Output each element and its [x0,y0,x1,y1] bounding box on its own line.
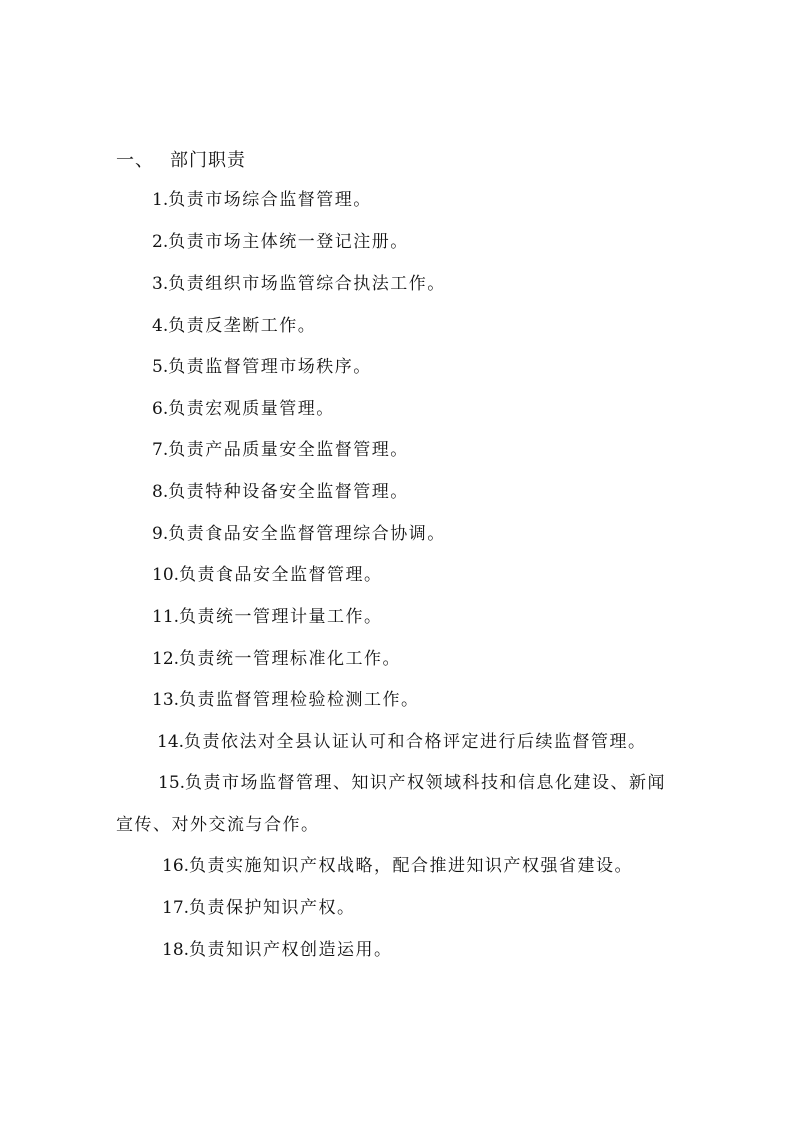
list-item [152,397,335,421]
item-text: 宣传、对外交流与合作。 [116,815,320,835]
list-item [152,438,409,462]
item-number: 7. [152,440,169,460]
list-item [152,188,372,212]
list-item [152,230,409,254]
item-number: 6. [152,399,169,419]
item-text: 负责市场监督管理、知识产权领域科技和信息化建设、新闻 [185,773,667,793]
list-item [152,480,409,504]
item-text: 负责组织市场监管综合执法工作。 [168,274,446,294]
item-text: 负责监督管理检验检测工作。 [179,690,420,710]
item-text: 负责特种设备安全监督管理。 [168,482,409,502]
list-item [152,563,383,587]
item-number: 2. [152,232,169,252]
list-item [152,605,383,629]
item-text: 负责统一管理计量工作。 [179,607,383,627]
item-number: 1. [152,190,169,210]
item-number: 11. [152,607,180,627]
section-title: 部门职责 [170,150,246,171]
list-item [152,272,446,296]
item-number: 8. [152,482,169,502]
item-number: 18. [162,940,190,960]
item-number: 16. [162,856,190,876]
item-text: 负责监督管理市场秩序。 [168,357,372,377]
item-number: 9. [152,524,169,544]
list-item [162,896,356,920]
item-text: 负责实施知识产权战略，配合推进知识产权强省建设。 [189,856,634,876]
item-text: 负责依法对全县认证认可和合格评定进行后续监督管理。 [184,732,647,752]
list-item [152,647,401,671]
list-item [152,688,420,712]
item-text: 负责产品质量安全监督管理。 [168,440,409,460]
item-number: 12. [152,649,180,669]
item-number: 10. [152,565,180,585]
section-number: 一、 [116,150,154,171]
list-item [158,771,666,795]
item-number: 5. [152,357,169,377]
list-item [152,314,316,338]
item-number: 17. [162,898,190,918]
item-text: 负责统一管理标准化工作。 [179,649,402,669]
item-text: 负责市场综合监督管理。 [168,190,372,210]
list-item-continuation [116,813,320,837]
list-item [152,355,372,379]
item-number: 15. [158,773,186,793]
item-text: 负责市场主体统一登记注册。 [168,232,409,252]
list-item [162,854,633,878]
item-text: 负责宏观质量管理。 [168,399,335,419]
item-number: 4. [152,316,169,336]
item-number: 13. [152,690,180,710]
item-number: 3. [152,274,169,294]
item-text: 负责反垄断工作。 [168,316,317,336]
section-heading [116,146,246,172]
list-item [152,522,446,546]
list-item [157,730,647,754]
item-text: 负责保护知识产权。 [189,898,356,918]
item-text: 负责食品安全监督管理。 [179,565,383,585]
item-text: 负责知识产权创造运用。 [189,940,393,960]
item-text: 负责食品安全监督管理综合协调。 [168,524,446,544]
item-number: 14. [157,732,185,752]
list-item [162,938,393,962]
